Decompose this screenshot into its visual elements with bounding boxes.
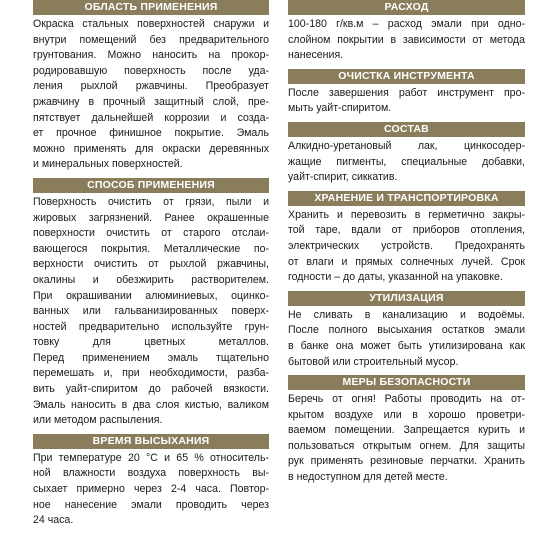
text-line: верхности очистить от рыхлой ржавчины, bbox=[33, 258, 269, 271]
text-line: Алкидно-уретановый лак, цинкосодер- bbox=[288, 139, 525, 152]
text-line: нанесения. bbox=[288, 49, 344, 62]
text-line: жащие пигменты, специальные добавки, bbox=[288, 155, 525, 168]
text-line: вающегося покрытия. Металлические по- bbox=[33, 242, 269, 255]
section-heading: ВРЕМЯ ВЫСЫХАНИЯ bbox=[33, 434, 269, 449]
text-line: и минеральных поверхностей. bbox=[33, 158, 183, 171]
text-line: жировых загрязнений. Ранее окрашенные bbox=[33, 211, 269, 224]
section-body bbox=[288, 392, 525, 486]
section-left-0 bbox=[33, 0, 269, 173]
text-line: ваемом помещении. Запрещается курить и bbox=[288, 424, 525, 437]
left-column bbox=[33, 0, 269, 534]
text-line: Перед применением эмаль тщательно bbox=[33, 351, 269, 364]
text-line: годности – до даты, указанной на упаковке. bbox=[288, 271, 503, 284]
section-heading: ОЧИСТКА ИНСТРУМЕНТА bbox=[288, 69, 525, 84]
text-line: ной влажности воздуха поверхность вы- bbox=[33, 467, 269, 480]
text-line: При окрашивании алюминиевых, оцинко- bbox=[33, 289, 269, 302]
text-line: слойном покрытии в зависимости от метода bbox=[288, 33, 525, 46]
section-right-3 bbox=[288, 191, 525, 286]
text-line: пятствует дальнейшей коррозии и созда- bbox=[33, 111, 269, 124]
text-line: 24 часа. bbox=[33, 514, 74, 527]
text-line: При температуре 20 °С и 65 % относитель- bbox=[33, 451, 269, 464]
text-line: в недоступном для детей месте. bbox=[288, 471, 448, 484]
text-line: ностей предварительно используйте грун- bbox=[33, 320, 269, 333]
section-right-2 bbox=[288, 122, 525, 186]
text-line: перемешать и, при необходимости, разба- bbox=[33, 367, 269, 380]
text-line: внутри помещений без предварительного bbox=[33, 33, 269, 46]
text-line: в банке она может быть утилизирована как bbox=[288, 339, 525, 352]
text-line: После полного высыхания остатков эмали bbox=[288, 324, 525, 337]
text-line: электрических устройств. Предохранять bbox=[288, 239, 525, 252]
text-line: пользоваться открытым огнем. Для защиты bbox=[288, 439, 525, 452]
text-line: мыть уайт-спиритом. bbox=[288, 102, 392, 115]
text-line: ванных или гальванизированных поверх- bbox=[33, 305, 269, 318]
text-line: товку для цветных металлов. bbox=[33, 336, 269, 349]
section-body bbox=[33, 195, 269, 429]
text-line: ное нанесение эмали проводить через bbox=[33, 498, 269, 511]
text-line: ржавчину в прочный защитный слой, пре- bbox=[33, 95, 269, 108]
section-right-4 bbox=[288, 291, 525, 370]
text-line: поверхности очистить от старого отслаи- bbox=[33, 227, 269, 240]
text-line: Хранить и перевозить в герметично закры- bbox=[288, 208, 525, 221]
text-line: грунтования. Можно наносить на прокор- bbox=[33, 49, 269, 62]
text-line: родировавшую поверхность после уда- bbox=[33, 64, 269, 77]
section-body bbox=[33, 17, 269, 173]
text-line: или методом распыления. bbox=[33, 414, 163, 427]
section-body bbox=[288, 308, 525, 370]
section-heading: МЕРЫ БЕЗОПАСНОСТИ bbox=[288, 375, 525, 390]
section-right-1 bbox=[288, 69, 525, 117]
text-line: сыхает примерно через 2-4 часа. Повтор- bbox=[33, 483, 269, 496]
text-line: Беречь от огня! Работы проводить на от- bbox=[288, 393, 525, 406]
section-body bbox=[288, 139, 525, 186]
section-body bbox=[288, 17, 525, 64]
right-column bbox=[288, 0, 525, 491]
text-line: Окраска стальных поверхностей снаружи и bbox=[33, 18, 269, 30]
text-line: ления рыхлой ржавчины. Преобразует bbox=[33, 80, 269, 93]
section-heading: РАСХОД bbox=[288, 0, 525, 15]
text-line: Эмаль наносить в два слоя кистью, валиком bbox=[33, 398, 269, 411]
text-line: можно применять для окраски деревянных bbox=[33, 142, 269, 155]
text-line: бытовой или строительный мусор. bbox=[288, 355, 459, 368]
text-line: от влаги и прямых солнечных лучей. Срок bbox=[288, 255, 525, 268]
text-line: окалины и обезжирить растворителем. bbox=[33, 273, 269, 286]
section-heading: СПОСОБ ПРИМЕНЕНИЯ bbox=[33, 178, 269, 193]
text-line: 100-180 г/кв.м – расход эмали при одно- bbox=[288, 18, 525, 30]
text-line: вить уайт-спиритом до рабочей вязкости. bbox=[33, 383, 269, 396]
section-heading: СОСТАВ bbox=[288, 122, 525, 137]
section-left-1 bbox=[33, 178, 269, 429]
text-line: ет прочное финишное покрытие. Эмаль bbox=[33, 127, 269, 140]
section-heading: ОБЛАСТЬ ПРИМЕНЕНИЯ bbox=[33, 0, 269, 15]
section-heading: ХРАНЕНИЕ И ТРАНСПОРТИРОВКА bbox=[288, 191, 525, 206]
text-line: рук применять резиновые перчатки. Хранить bbox=[288, 455, 525, 468]
section-body bbox=[288, 208, 525, 286]
section-right-5 bbox=[288, 375, 525, 486]
section-heading: УТИЛИЗАЦИЯ bbox=[288, 291, 525, 306]
text-line: Не сливать в канализацию и водоёмы. bbox=[288, 308, 525, 321]
text-line: той таре, вдали от приборов отопления, bbox=[288, 224, 525, 237]
text-line: После завершения работ инструмент про- bbox=[288, 86, 525, 99]
section-body bbox=[288, 86, 525, 117]
section-right-0 bbox=[288, 0, 525, 64]
text-line: уайт-спирит, сиккатив. bbox=[288, 171, 398, 184]
section-body bbox=[33, 451, 269, 529]
text-line: крытом воздухе или в хорошо проветри- bbox=[288, 408, 525, 421]
text-line: Поверхность очистить от грязи, пыли и bbox=[33, 195, 269, 208]
section-left-2 bbox=[33, 434, 269, 529]
